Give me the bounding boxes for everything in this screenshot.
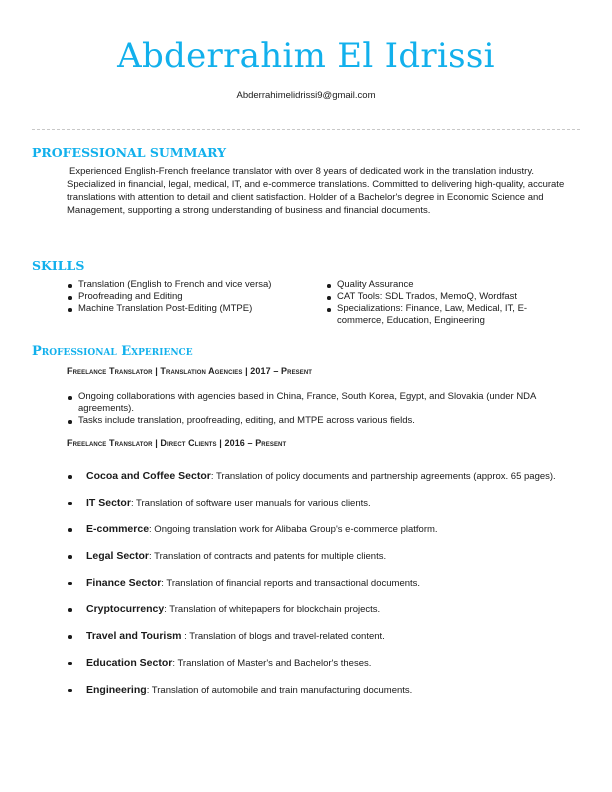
sector-item xyxy=(66,523,576,536)
sector-name: Finance Sector xyxy=(86,576,162,589)
skill-item: CAT Tools: SDL Trados, MemoQ, Wordfast xyxy=(325,291,543,303)
sector-name: Legal Sector xyxy=(86,550,150,563)
job-bullet: Ongoing collaborations with agencies based in China, France, South Korea, Egypt, and Slovakia (under NDA agreements). xyxy=(66,391,584,415)
skill-item: Proofreading and Editing xyxy=(66,291,316,303)
sector-item xyxy=(66,577,576,590)
sector-desc: : Translation of whitepapers for blockchain projects. xyxy=(164,604,381,616)
job-title: Freelance Translator | Translation Agencies | 2017 – Present xyxy=(67,366,313,376)
skill-item: Quality Assurance xyxy=(325,279,543,291)
job-bullets xyxy=(66,391,584,427)
sector-name: Education Sector xyxy=(86,656,173,669)
sector-item xyxy=(66,497,576,510)
job-bullet: Tasks include translation, proofreading, editing, and MTPE across various fields. xyxy=(66,415,584,427)
sector-item xyxy=(66,630,576,643)
sector-desc: : Ongoing translation work for Alibaba Group's e-commerce platform. xyxy=(149,524,438,536)
skill-item: Specializations: Finance, Law, Medical, IT, E-commerce, Education, Engineering xyxy=(325,303,543,327)
sector-name: Travel and Tourism xyxy=(86,630,182,643)
sector-item xyxy=(66,550,576,563)
sector-name: E-commerce xyxy=(86,523,150,536)
divider xyxy=(32,129,580,130)
sector-desc: : Translation of financial reports and transactional documents. xyxy=(161,577,421,589)
sector-item xyxy=(66,657,576,670)
summary-heading: PROFESSIONAL SUMMARY xyxy=(32,145,227,160)
sector-desc: : Translation of automobile and train manufacturing documents. xyxy=(146,684,413,696)
skill-item: Translation (English to French and vice versa) xyxy=(66,279,316,291)
sector-desc: : Translation of policy documents and partnership agreements (approx. 65 pages). xyxy=(210,471,556,482)
skills-list-right xyxy=(325,279,543,327)
sector-item xyxy=(66,470,576,483)
sector-item xyxy=(66,684,576,697)
skill-item: Machine Translation Post-Editing (MTPE) xyxy=(66,303,316,315)
sector-name: Cryptocurrency xyxy=(86,603,165,616)
sector-desc: : Translation of blogs and travel-related content. xyxy=(181,631,385,643)
experience-heading: Professional Experience xyxy=(32,344,193,359)
email-address: Abderrahimelidrissi9@gmail.com xyxy=(236,90,376,101)
skills-heading: SKILLS xyxy=(32,258,85,273)
candidate-name: Abderrahim El Idrissi xyxy=(117,36,495,76)
sector-name: Engineering xyxy=(86,683,147,696)
sector-desc: : Translation of Master's and Bachelor's theses. xyxy=(172,657,372,669)
skills-list-left xyxy=(66,279,316,315)
sector-name: IT Sector xyxy=(86,496,131,509)
sector-desc: : Translation of contracts and patents for multiple clients. xyxy=(149,551,387,563)
summary-text: Experienced English-French freelance translator with over 8 years of dedicated work in the translation industry. Specialized in financial, legal, medical, IT, and e-commerce translations. Committed to delivering high-quality, accurate translations with attention to detail and client satisfaction. Holder of a Bachelor's degree in Economic Science and Management, supporting a strong understanding of business and financial documents. xyxy=(67,166,565,216)
sector-list xyxy=(66,470,576,710)
job-title: Freelance Translator | Direct Clients | 2016 – Present xyxy=(67,438,287,448)
sector-desc: : Translation of software user manuals for various clients. xyxy=(130,497,371,509)
sector-item xyxy=(66,603,576,616)
sector-name: Cocoa and Coffee Sector xyxy=(86,470,211,482)
